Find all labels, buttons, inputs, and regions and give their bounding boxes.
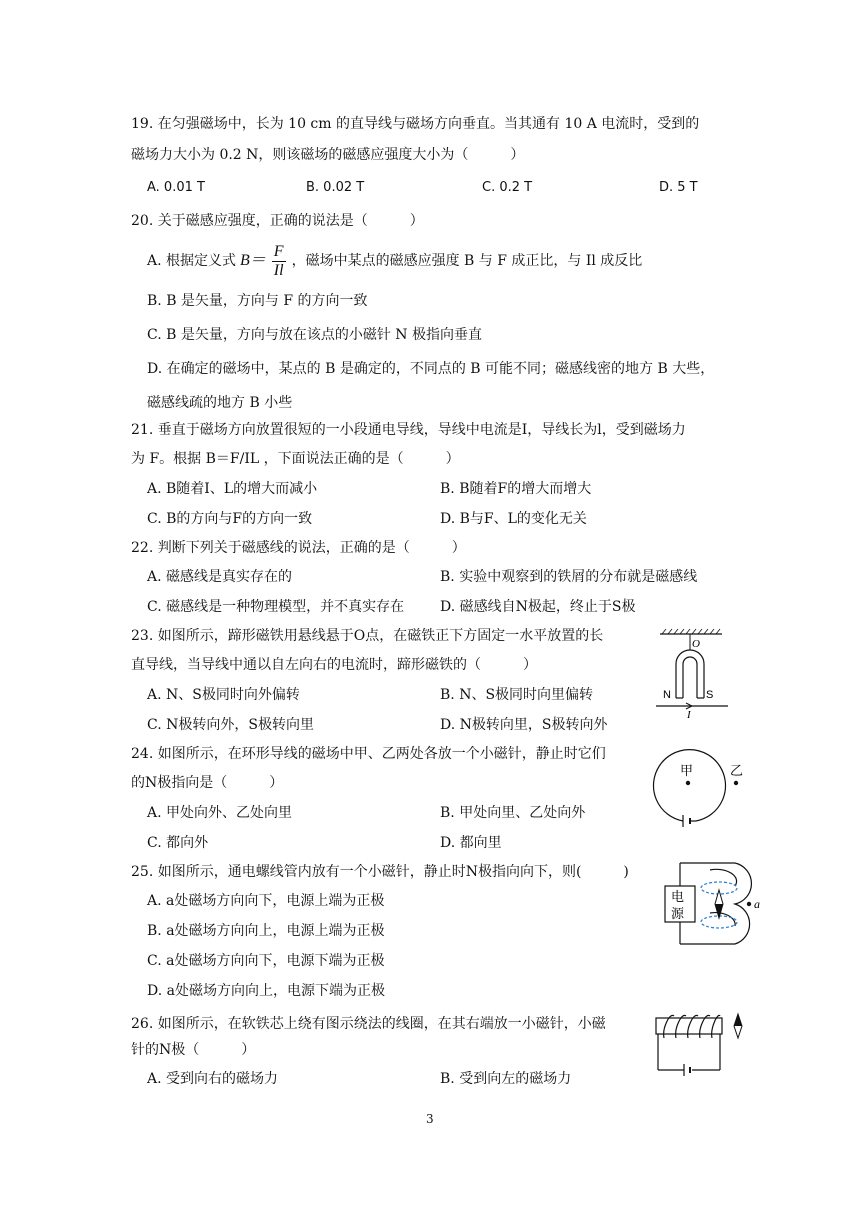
q24-stem-line2: 的N极指向是（ ） [131,775,284,791]
q25-option-d: D. a处磁场方向向上，电源下端为正极 [147,983,385,999]
q21-option-a: A. B随着I、L的增大而减小 [147,481,318,497]
label-s: S [706,689,714,701]
q20-option-a-post: ，磁场中某点的磁感应强度 B 与 F 成正比，与 Il 成反比 [291,253,643,269]
horseshoe-magnet-figure [652,628,732,720]
label-jia: 甲 [680,764,694,779]
label-i: I [687,709,691,720]
iron-core-coil-figure [650,1008,750,1080]
q22-option-d: D. 磁感线自N极起，终止于S极 [440,599,636,615]
formula-denominator: Il [273,261,284,279]
q23-option-a: A. N、S极同时向外偏转 [147,687,300,703]
q24-option-d: D. 都向里 [440,835,502,851]
label-yi: 乙 [730,764,744,779]
q26-option-b: B. 受到向左的磁场力 [440,1071,572,1087]
q26-stem-line1: 26. 如图所示，在软铁芯上绕有图示绕法的线圈，在其右端放一小磁针，小磁 [131,1016,606,1032]
label-source-1: 电 [671,890,685,905]
label-n: N [663,689,671,701]
label-o: O [692,638,700,650]
q19-option-c: C. 0.2 T [482,180,533,195]
q19-option-a: A. 0.01 T [147,180,205,195]
q19-option-b: B. 0.02 T [306,180,365,195]
q25-option-c: C. a处磁场方向向下，电源下端为正极 [147,953,385,969]
q23-option-b: B. N、S极同时向里偏转 [440,687,594,703]
q22-stem: 22. 判断下列关于磁感线的说法，正确的是（ ） [131,540,466,556]
q26-stem-line2: 针的N极（ ） [131,1042,256,1058]
q20-stem: 20. 关于磁感应强度，正确的说法是（ ） [131,213,424,229]
q24-option-c: C. 都向外 [147,835,209,851]
q21-stem-line2: 为 F。根据 B＝F/IL ，下面说法正确的是（ ） [131,451,460,467]
q21-option-d: D. B与F、L的变化无关 [440,511,587,527]
q25-option-b: B. a处磁场方向向上，电源上端为正极 [147,923,385,939]
q19-stem-line2: 磁场力大小为 0.2 N，则该磁场的磁感应强度大小为（ ） [131,147,525,163]
q23-stem-line1: 23. 如图所示，蹄形磁铁用悬线悬于O点，在磁铁正下方固定一水平放置的长 [131,628,604,644]
q26-option-a: A. 受到向右的磁场力 [147,1071,279,1087]
label-source-2: 源 [671,907,685,922]
ring-conductor-figure [650,745,750,835]
q19-option-d: D. 5 T [659,180,698,195]
q24-option-b: B. 甲处向里、乙处向外 [440,805,586,821]
q20-option-a-pre: A. 根据定义式 [147,253,237,269]
q25-option-a: A. a处磁场方向向下，电源上端为正极 [147,893,385,909]
q20-option-d-line1: D. 在确定的磁场中，某点的 B 是确定的，不同点的 B 可能不同；磁感线密的地方 B 大些， [147,361,715,377]
q22-option-a: A. 磁感线是真实存在的 [147,569,293,585]
label-a: a [754,897,760,911]
q20-option-b: B. B 是矢量，方向与 F 的方向一致 [147,293,368,309]
q20-option-a [147,240,642,282]
q20-option-c: C. B 是矢量，方向与放在该点的小磁针 N 极指向垂直 [147,327,483,343]
q22-option-c: C. 磁感线是一种物理模型，并不真实存在 [147,599,405,615]
formula-fraction [272,243,286,280]
q24-option-a: A. 甲处向外、乙处向里 [147,805,293,821]
q21-option-c: C. B的方向与F的方向一致 [147,511,313,527]
q23-option-c: C. N极转向外，S极转向里 [147,717,314,733]
q20-option-d-line2: 磁感线疏的地方 B 小些 [147,395,293,411]
solenoid-figure [655,858,765,948]
q24-stem-line1: 24. 如图所示，在环形导线的磁场中甲、乙两处各放一个小磁针，静止时它们 [131,746,606,762]
q25-stem: 25. 如图所示，通电螺线管内放有一个小磁针，静止时N极指向向下，则( ) [131,864,629,880]
q23-option-d: D. N极转向里，S极转向外 [440,717,608,733]
q23-stem-line2: 直导线，当导线中通以自左向右的电流时，蹄形磁铁的（ ） [131,657,537,673]
q21-stem-line1: 21. 垂直于磁场方向放置很短的一小段通电导线，导线中电流是I，导线长为l，受到磁场力 [131,422,686,438]
q19-stem-line1: 19. 在匀强磁场中，长为 10 cm 的直导线与磁场方向垂直。当其通有 10 A 电流时，受到的 [131,116,700,132]
q22-option-b: B. 实验中观察到的铁屑的分布就是磁感线 [440,569,698,585]
formula-numerator: F [273,242,284,260]
page-number: 3 [426,1112,434,1126]
q21-option-b: B. B随着F的增大而增大 [440,481,592,497]
formula-lhs: B＝ [240,252,266,269]
